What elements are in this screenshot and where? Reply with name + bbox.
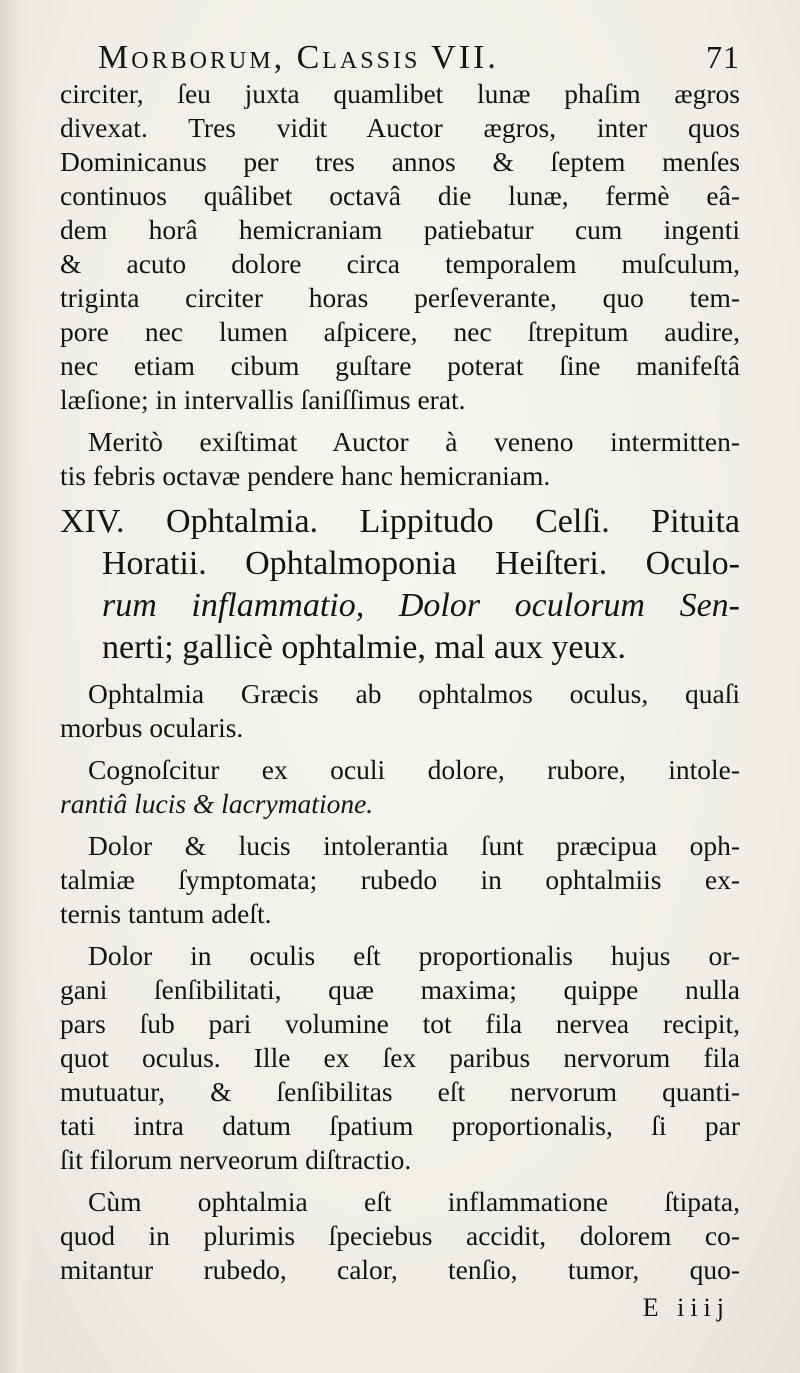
text-line: mutuatur, & ſenſibilitas eſt nervorum quanti- (60, 1076, 740, 1107)
text-line: Cognoſcitur ex oculi dolore, rubore, intole- (88, 754, 740, 785)
running-head-title: Morborum, Classis VII. (98, 39, 499, 76)
text-line: ternis tantum adeſt. (60, 898, 272, 929)
text-line: mitantur rubedo, calor, tenſio, tumor, quo- (60, 1254, 740, 1285)
text-line: & acuto dolore circa temporalem muſculum, (60, 248, 740, 279)
signature-mark-row (60, 1291, 740, 1325)
text-line: ſit filorum nerveorum diſtractio. (60, 1144, 412, 1175)
page-gutter-shadow (0, 0, 34, 1373)
text-line: læſione; in intervallis ſaniſſimus erat. (60, 384, 466, 415)
text-line: nec etiam cibum guſtare poterat ſine manifeſtâ (60, 350, 740, 381)
paragraph-etymology (60, 677, 740, 745)
text-line: Dominicanus per tres annos & ſeptem menſes (60, 146, 740, 177)
running-head (98, 40, 740, 75)
paragraph-merito (60, 425, 740, 493)
section-heading-line: XIV. Ophtalmia. Lippitudo Celſi. Pituita (60, 503, 740, 540)
text-line: tis febris octavæ pendere hanc hemicraniam. (60, 460, 551, 491)
paragraph-signs (60, 753, 740, 821)
paragraph-inflammation (60, 1185, 740, 1287)
text-line: pars ſub pari volumine tot fila nervea recipit, (60, 1008, 740, 1039)
text-line: divexat. Tres vidit Auctor ægros, inter quos (60, 112, 740, 143)
text-line: Ophtalmia Græcis ab ophtalmos oculus, quaſi (88, 678, 740, 709)
text-line: Cùm ophtalmia eſt inflammatione ſtipata, (88, 1186, 740, 1217)
text-line: morbus ocularis. (60, 712, 244, 743)
text-line: rantiâ lucis & lacrymatione. (60, 788, 374, 819)
text-line: Dolor & lucis intolerantia ſunt præcipua oph- (88, 830, 740, 861)
page-content (60, 40, 740, 1325)
text-line: triginta circiter horas perſeverante, quo tem- (60, 282, 740, 313)
text-line: circiter, ſeu juxta quamlibet lunæ phaſim ægros (60, 78, 740, 109)
paragraph-symptoms (60, 829, 740, 931)
text-line: Dolor in oculis eſt proportionalis hujus or- (88, 940, 740, 971)
text-line: quot oculus. Ille ex ſex paribus nervorum fila (60, 1042, 740, 1073)
section-heading-line: rum inflammatio, Dolor oculorum Sen- (102, 587, 740, 624)
section-heading-line: Horatii. Ophtalmoponia Heiſteri. Oculo- (102, 545, 740, 582)
paragraph-hemicrania-case (60, 77, 740, 417)
text-line: quod in plurimis ſpeciebus accidit, dolorem co- (60, 1220, 740, 1251)
text-line: talmiæ ſymptomata; rubedo in ophtalmiis ex- (60, 864, 740, 895)
signature-mark: E iiij (642, 1293, 730, 1322)
text-line: dem horâ hemicraniam patiebatur cum ingenti (60, 214, 740, 245)
section-heading-xiv (60, 501, 740, 669)
page-number: 71 (706, 39, 740, 75)
paragraph-dolor (60, 939, 740, 1177)
text-line: gani ſenſibilitati, quæ maxima; quippe nulla (60, 974, 740, 1005)
section-heading-line: nerti; gallicè ophtalmie, mal aux yeux. (102, 629, 626, 666)
text-line: Meritò exiſtimat Auctor à veneno intermitten- (88, 426, 740, 457)
text-line: pore nec lumen aſpicere, nec ſtrepitum audire, (60, 316, 740, 347)
text-line: continuos quâlibet octavâ die lunæ, fermè eâ- (60, 180, 740, 211)
text-line: tati intra datum ſpatium proportionalis, ſi par (60, 1110, 740, 1141)
